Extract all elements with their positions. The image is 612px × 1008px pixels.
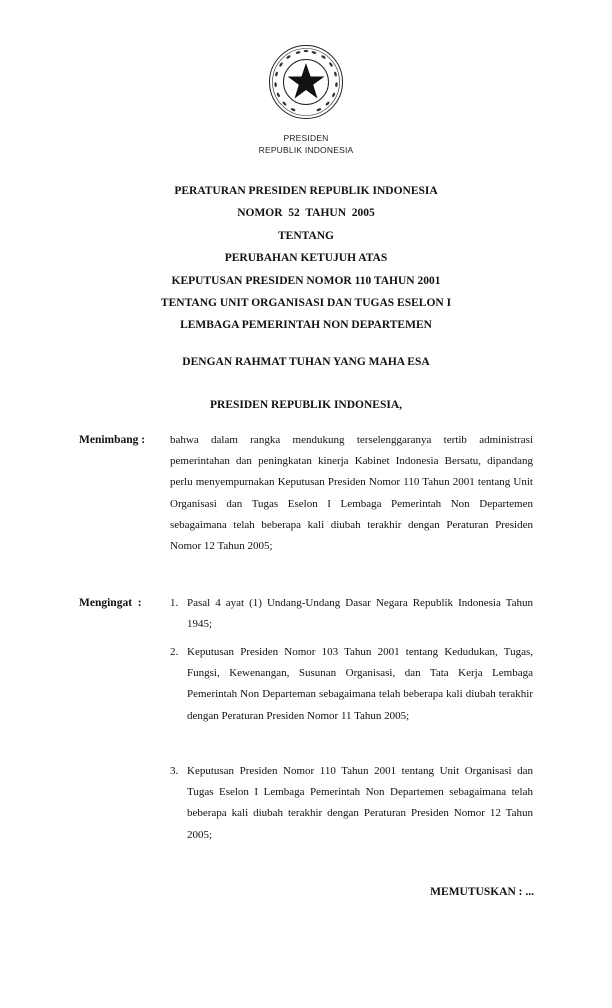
item-text: Keputusan Presiden Nomor 103 Tahun 2001 tentang Kedudukan, Tugas, Fungsi, Kewenangan, Susunan Organisasi, dan Tata Kerja Lembaga Pemerintah Non Departeman sebagaimana telah beberapa kali diubah terakhir dengan Peraturan Presiden Nomor 11 Tahun 2005; (187, 646, 533, 722)
item-number: 2. (170, 646, 179, 658)
item-number: 1. (170, 597, 179, 609)
rahmat-line: DENGAN RAHMAT TUHAN YANG MAHA ESA (182, 356, 430, 368)
item-number: 3. (170, 765, 179, 777)
title-line: NOMOR 52 TAHUN 2005 (237, 207, 375, 220)
regulation-title (0, 180, 612, 337)
presidential-emblem (266, 42, 346, 122)
title-line: TENTANG UNIT ORGANISASI DAN TUGAS ESELON I (160, 297, 452, 310)
title-line: LEMBAGA PEMERINTAH NON DEPARTEMEN (180, 319, 432, 332)
office-line-republic: REPUBLIK INDONESIA (258, 145, 354, 155)
menimbang-label: Menimbang : (79, 434, 146, 446)
mengingat-item (170, 642, 533, 727)
office-line-president: PRESIDEN (283, 133, 329, 143)
title-line: PERUBAHAN KETUJUH ATAS (224, 252, 388, 265)
mengingat-item (170, 761, 533, 846)
mengingat-label: Mengingat : (79, 597, 142, 609)
star-wreath-icon (266, 42, 346, 122)
menimbang-text: bahwa dalam rangka mendukung terselenggaranya tertib administrasi pemerintahan dan peningkatan kinerja Kabinet Indonesia Bersatu, dipandang perlu menyempurnakan Keputusan Presiden Nomor 110 Tahun 2001 tentang Unit Organisasi dan Tugas Eselon I Lembaga Pemerintah Non Departemen sebagaimana telah beberapa kali diubah terakhir dengan Peraturan Presiden Nomor 12 Tahun 2005; (170, 434, 533, 553)
item-text: Pasal 4 ayat (1) Undang-Undang Dasar Negara Republik Indonesia Tahun 1945; (187, 597, 533, 631)
item-text: Keputusan Presiden Nomor 110 Tahun 2001 tentang Unit Organisasi dan Tugas Eselon I Lembaga Pemerintah Non Departemen sebagaimana telah beberapa kali diubah terakhir dengan Peraturan Presiden Nomor 12 Tahun 2005; (187, 765, 533, 841)
title-line: PERATURAN PRESIDEN REPUBLIK INDONESIA (174, 185, 438, 197)
mengingat-item (170, 593, 533, 635)
memutuskan-continuation: MEMUTUSKAN : ... (430, 886, 534, 898)
title-line: TENTANG (277, 229, 335, 242)
president-line: PRESIDEN REPUBLIK INDONESIA, (209, 399, 403, 411)
title-line: KEPUTUSAN PRESIDEN NOMOR 110 TAHUN 2001 (171, 274, 441, 287)
